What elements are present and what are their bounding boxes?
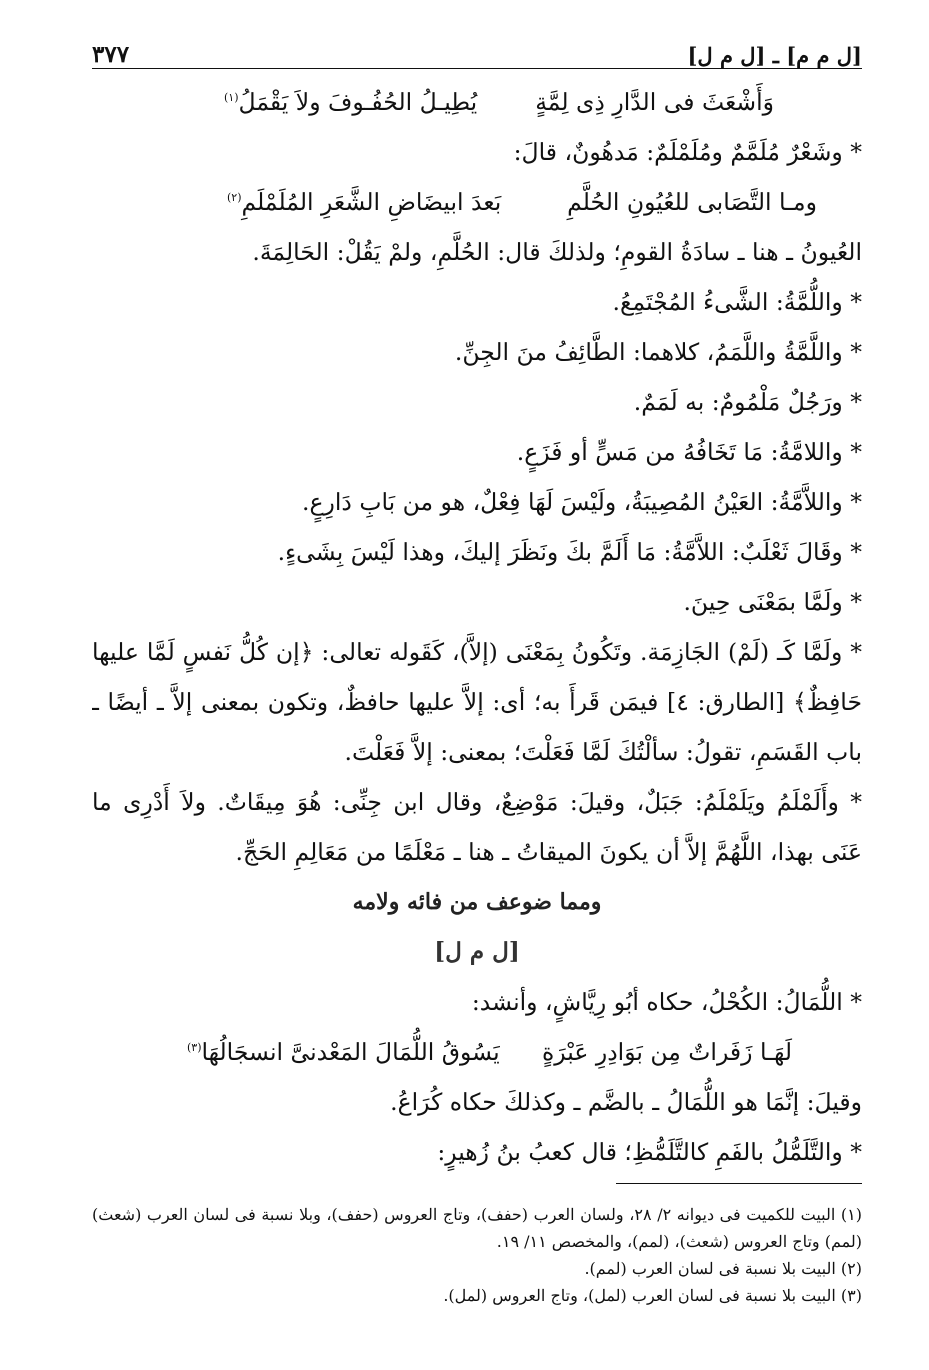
text-line: * وقَالَ ثَعْلَبٌ: اللاَّمَّةُ: مَا أَلَمَّ بكَ ونَظَرَ إليكَ، وهذا لَيْسَ بِشَىءٍ. [277,538,862,566]
text-line: * وشَعْرٌ مُلَمَّمٌ ومُلَمْلَمٌ: مَدهُونٌ، قالَ: [513,138,862,166]
paragraph-line: * ولَمَّا كَـ (لَمْ) الجَازِمَة. وتَكُونُ بِمَعْنَى (إلاَّ)، كَقَوله تعالى: ﴿إن كُلُّ نَفسٍ لَمَّا عليها [92,638,862,666]
verse-line [92,177,862,227]
verse-first-hemistich: ومـا التَّصَابى للعُيُونِ الحُلَّمِ [567,188,817,216]
footnote-divider [616,1183,862,1184]
hemistich-text: بَعدَ ابيضَاضِ الشَّعَرِ المُلَمْلَمِ [241,188,502,216]
footnote-marker: (٢) [227,191,242,205]
footnote: (١) البيت للكميت فى ديوانه ٢/ ٢٨، ولسان العرب (حفف)، وتاج العروس (حفف)، وبلا نسبة فى لسان العرب (شعث) (لمم) وتاج العروس (شعث)، (لمم)، والمخصص ١١/ ١٩. [92,1205,863,1251]
text-line: * ورَجُلٌ مَلْمُومٌ: به لَمَمٌ. [633,388,862,416]
section-heading: ومما ضوعف من فائه ولامه [352,889,602,915]
text-line: العُيونُ ـ هنا ـ سادَةُ القومِ؛ ولذلكَ قال: الحُلَّمِ، ولمْ يَقُلْ: الحَالِمَةَ. [252,238,862,266]
footnote: (٣) البيت بلا نسبة فى لسان العرب (لمل)، وتاج العروس (لمل). [443,1286,862,1305]
verse-second-hemistich [227,177,501,227]
text-line: * واللاَّمَّةُ: العَيْنُ المُصِيبَةُ، ولَيْسَ لَهَا فِعْلٌ، هو من بَابِ دَارِعٍ. [302,488,862,516]
verse-line [92,1027,862,1077]
text-line: * ولَمَّا بمَعْنَى حِينَ. [683,588,862,616]
verse-second-hemistich [224,77,477,127]
verse-first-hemistich: لَهَـا زَفَراتٌ مِن بَوَادِرِ عَبْرَةٍ [541,1038,792,1066]
text-line: وقيلَ: إنَّمَا هو اللُّمَالُ ـ بالضَّم ـ وكذلكَ حكاه كُرَاعُ. [390,1088,862,1116]
root-subheading: [ل م ل] [434,938,520,965]
text-line: * والتَّلَمُّلُ بالفَمِ كالتَّلَمُّظِ؛ قال كعبُ بنُ زُهيرٍ: [437,1138,862,1166]
footnote: (٢) البيت بلا نسبة فى لسان العرب (لمم). [584,1259,862,1278]
footnote-marker: (٣) [187,1041,202,1055]
text-line: * اللُّمَالُ: الكُحْلُ، حكاه أبُو رِيَّاشٍ، وأنشد: [471,988,862,1016]
text-line: * واللامَّةُ: مَا تَخَافُهُ من مَسٍّ أو فَزَعٍ. [516,438,862,466]
text-line: * واللَّمَّةُ واللَّمَمُ، كلاهما: الطَّائِفُ منَ الجِنِّ. [454,338,862,366]
verse-line [92,77,862,127]
paragraph-line: حَافِظٌ﴾ [الطارق: ٤] فيمَن قَرأَ به؛ أى: إلاَّ عليها حافظٌ، وتكون بمعنى إلاَّ ـ أيضًا ـ [92,688,862,716]
page-number: ٣٧٧ [92,41,130,68]
verse-first-hemistich: وَأَشْعَثَ فى الدَّارِ ذِى لِمَّةٍ [535,88,774,116]
page-header [92,26,862,69]
hemistich-text: يُطِيـلُ الحُفُـوفَ ولاَ يَقْمَلُ [238,88,478,116]
main-text [92,77,862,1177]
hemistich-text: يَسُوقُ اللُّمَالَ المَعْدنىَّ انسجَالُهَا [201,1038,500,1066]
verse-second-hemistich [187,1027,500,1077]
paragraph-line: باب القَسَمِ، تقولُ: سألْتُكَ لَمَّا فَعَلْتَ؛ بمعنى: إلاَّ فَعَلْتَ. [344,738,862,766]
paragraph-line: * وأَلَمْلَمُ ويَلَمْلَمُ: جَبَلٌ، وقيلَ: مَوْضِعٌ، وقال ابن جِنِّى: هُوَ مِيقَاتٌ. ولاَ أَدْرِى ما [92,788,862,816]
book-page [92,26,862,1336]
footnote-marker: (١) [224,91,239,105]
root-heading: [ل م م] ـ [ل م ل] [687,43,862,68]
footnotes [92,1201,862,1309]
text-line: * واللُّمَّةُ: الشَّىءُ المُجْتَمِعُ. [612,288,862,316]
paragraph-line: عَنَى بهذا، اللَّهُمَّ إلاَّ أن يكونَ الميقاتُ ـ هنا ـ مَعْلَمًا من مَعَالِمِ الحَجِّ. [235,838,862,866]
